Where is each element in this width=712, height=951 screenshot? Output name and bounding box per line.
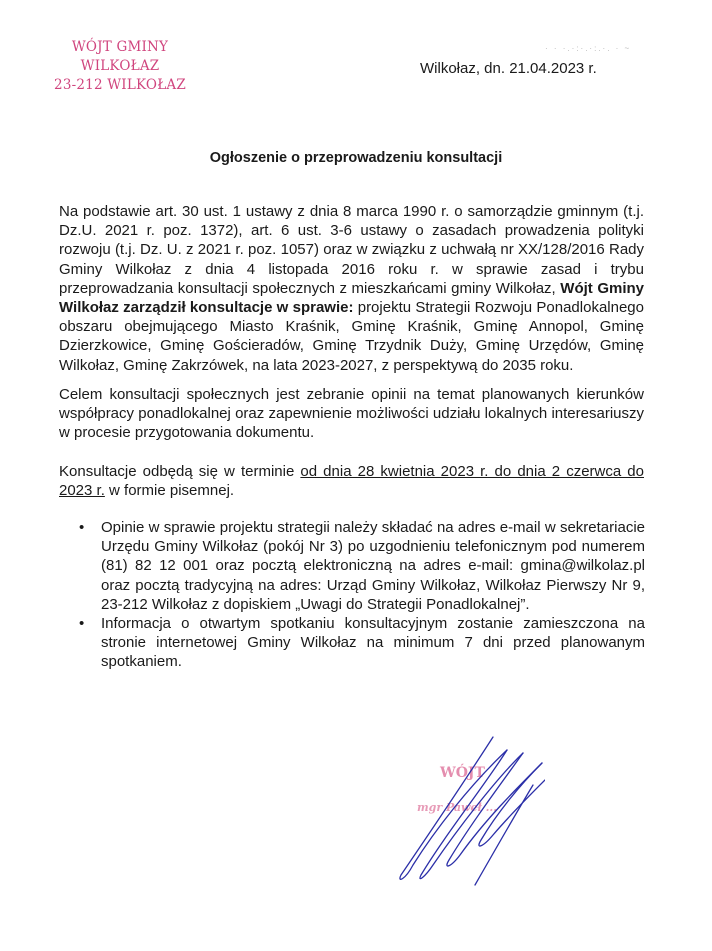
scan-artifact: · · ·.·:·.·:.·. · ~: [545, 44, 632, 53]
meeting-information: Informacja o otwartym spotkaniu konsultacyjnym zostanie zamieszczona na stronie internetowej Gminy Wilkołaz na minimum 7 dni przed planowanym spotkaniem.: [101, 615, 645, 671]
purpose-paragraph: Celem konsultacji społecznych jest zebranie opinii na temat planowanych kierunków współpracy ponadlokalnej oraz zapewnienie możliwości udziału lokalnych interesariuszy w procesie przygotowania dokumentu.: [59, 386, 644, 442]
stamp-name: mgr Paweł ...: [417, 801, 498, 814]
handwritten-signature-icon: [385, 725, 545, 890]
document-title: Ogłoszenie o przeprowadzeniu konsultacji: [209, 150, 503, 166]
list-item: [59, 614, 645, 672]
bullet-icon: •: [79, 615, 85, 633]
office-stamp: [35, 38, 205, 95]
stamp-word: WÓJT: [440, 765, 485, 781]
list-item: [59, 518, 645, 614]
signature-with-stamp: [385, 725, 545, 890]
subject-text: projektu Strategii Rozwoju Ponadlokalnego obszaru obejmującego Miasto Kraśnik, Gminę Kraśnik, Gminę Annopol, Gminę Dzierzkowice, Gminę Gościeradów, Gminę Trzydnik Duży, Gminę Urzędów, Gminę Wilkołaz, Gminę Zakrzówek, na lata 2023-2027, z perspektywą do 2035 roku.: [59, 299, 644, 374]
instructions-list: [59, 518, 645, 672]
stamp-line-office: WÓJT GMINY WILKOŁAZ: [71, 39, 169, 74]
decision-bold-text: Wójt Gminy Wilkołaz zarządził konsultacje w sprawie:: [59, 279, 645, 317]
schedule-paragraph: [59, 462, 644, 500]
legal-basis-text: Na podstawie art. 30 ust. 1 ustawy z dnia 8 marca 1990 r. o samorządzie gminnym (t.j. Dz.U. 2021 r. poz. 1372), art. 6 ust. 3-6 ustawy o zasadach prowadzenia polityki rozwoju (t.j. Dz. U. z 2021 r. poz. 1057) oraz w związku z uchwałą nr XX/128/2016 Rady Gminy Wilkołaz z dnia 4 listopada 2016 roku r. w sprawie zasad i trybu przeprowadzania konsultacji społecznych z mieszkańcami gminy Wilkołaz,: [59, 203, 644, 297]
consultation-period: od dnia 28 kwietnia 2023 r. do dnia 2 czerwca do 2023 r.: [59, 463, 644, 500]
place-and-date: Wilkołaz, dn. 21.04.2023 r.: [420, 60, 597, 77]
bullet-icon: •: [79, 519, 85, 536]
legal-basis-paragraph: [59, 202, 644, 375]
submission-instructions: Opinie w sprawie projektu strategii należy składać na adres e-mail w sekretariacie Urzędu Gminy Wilkołaz (pokój Nr 3) po uzgodnieniu telefonicznym pod numerem (81) 82 12 001 oraz pocztą elektroniczną na adres e-mail: gmina@wilkolaz.pl oraz pocztą tradycyjną na adres: Urząd Gminy Wilkołaz, Wilkołaz Pierwszy Nr 9, 23-212 Wilkołaz z dopiskiem „Uwagi do Strategii Ponadlokalnej”.: [101, 519, 645, 613]
schedule-form: w formie pisemnej.: [104, 482, 235, 500]
stamp-line-address: 23-212 WILKOŁAZ: [54, 77, 186, 93]
schedule-lead: Konsultacje odbędą się w terminie: [59, 463, 301, 480]
